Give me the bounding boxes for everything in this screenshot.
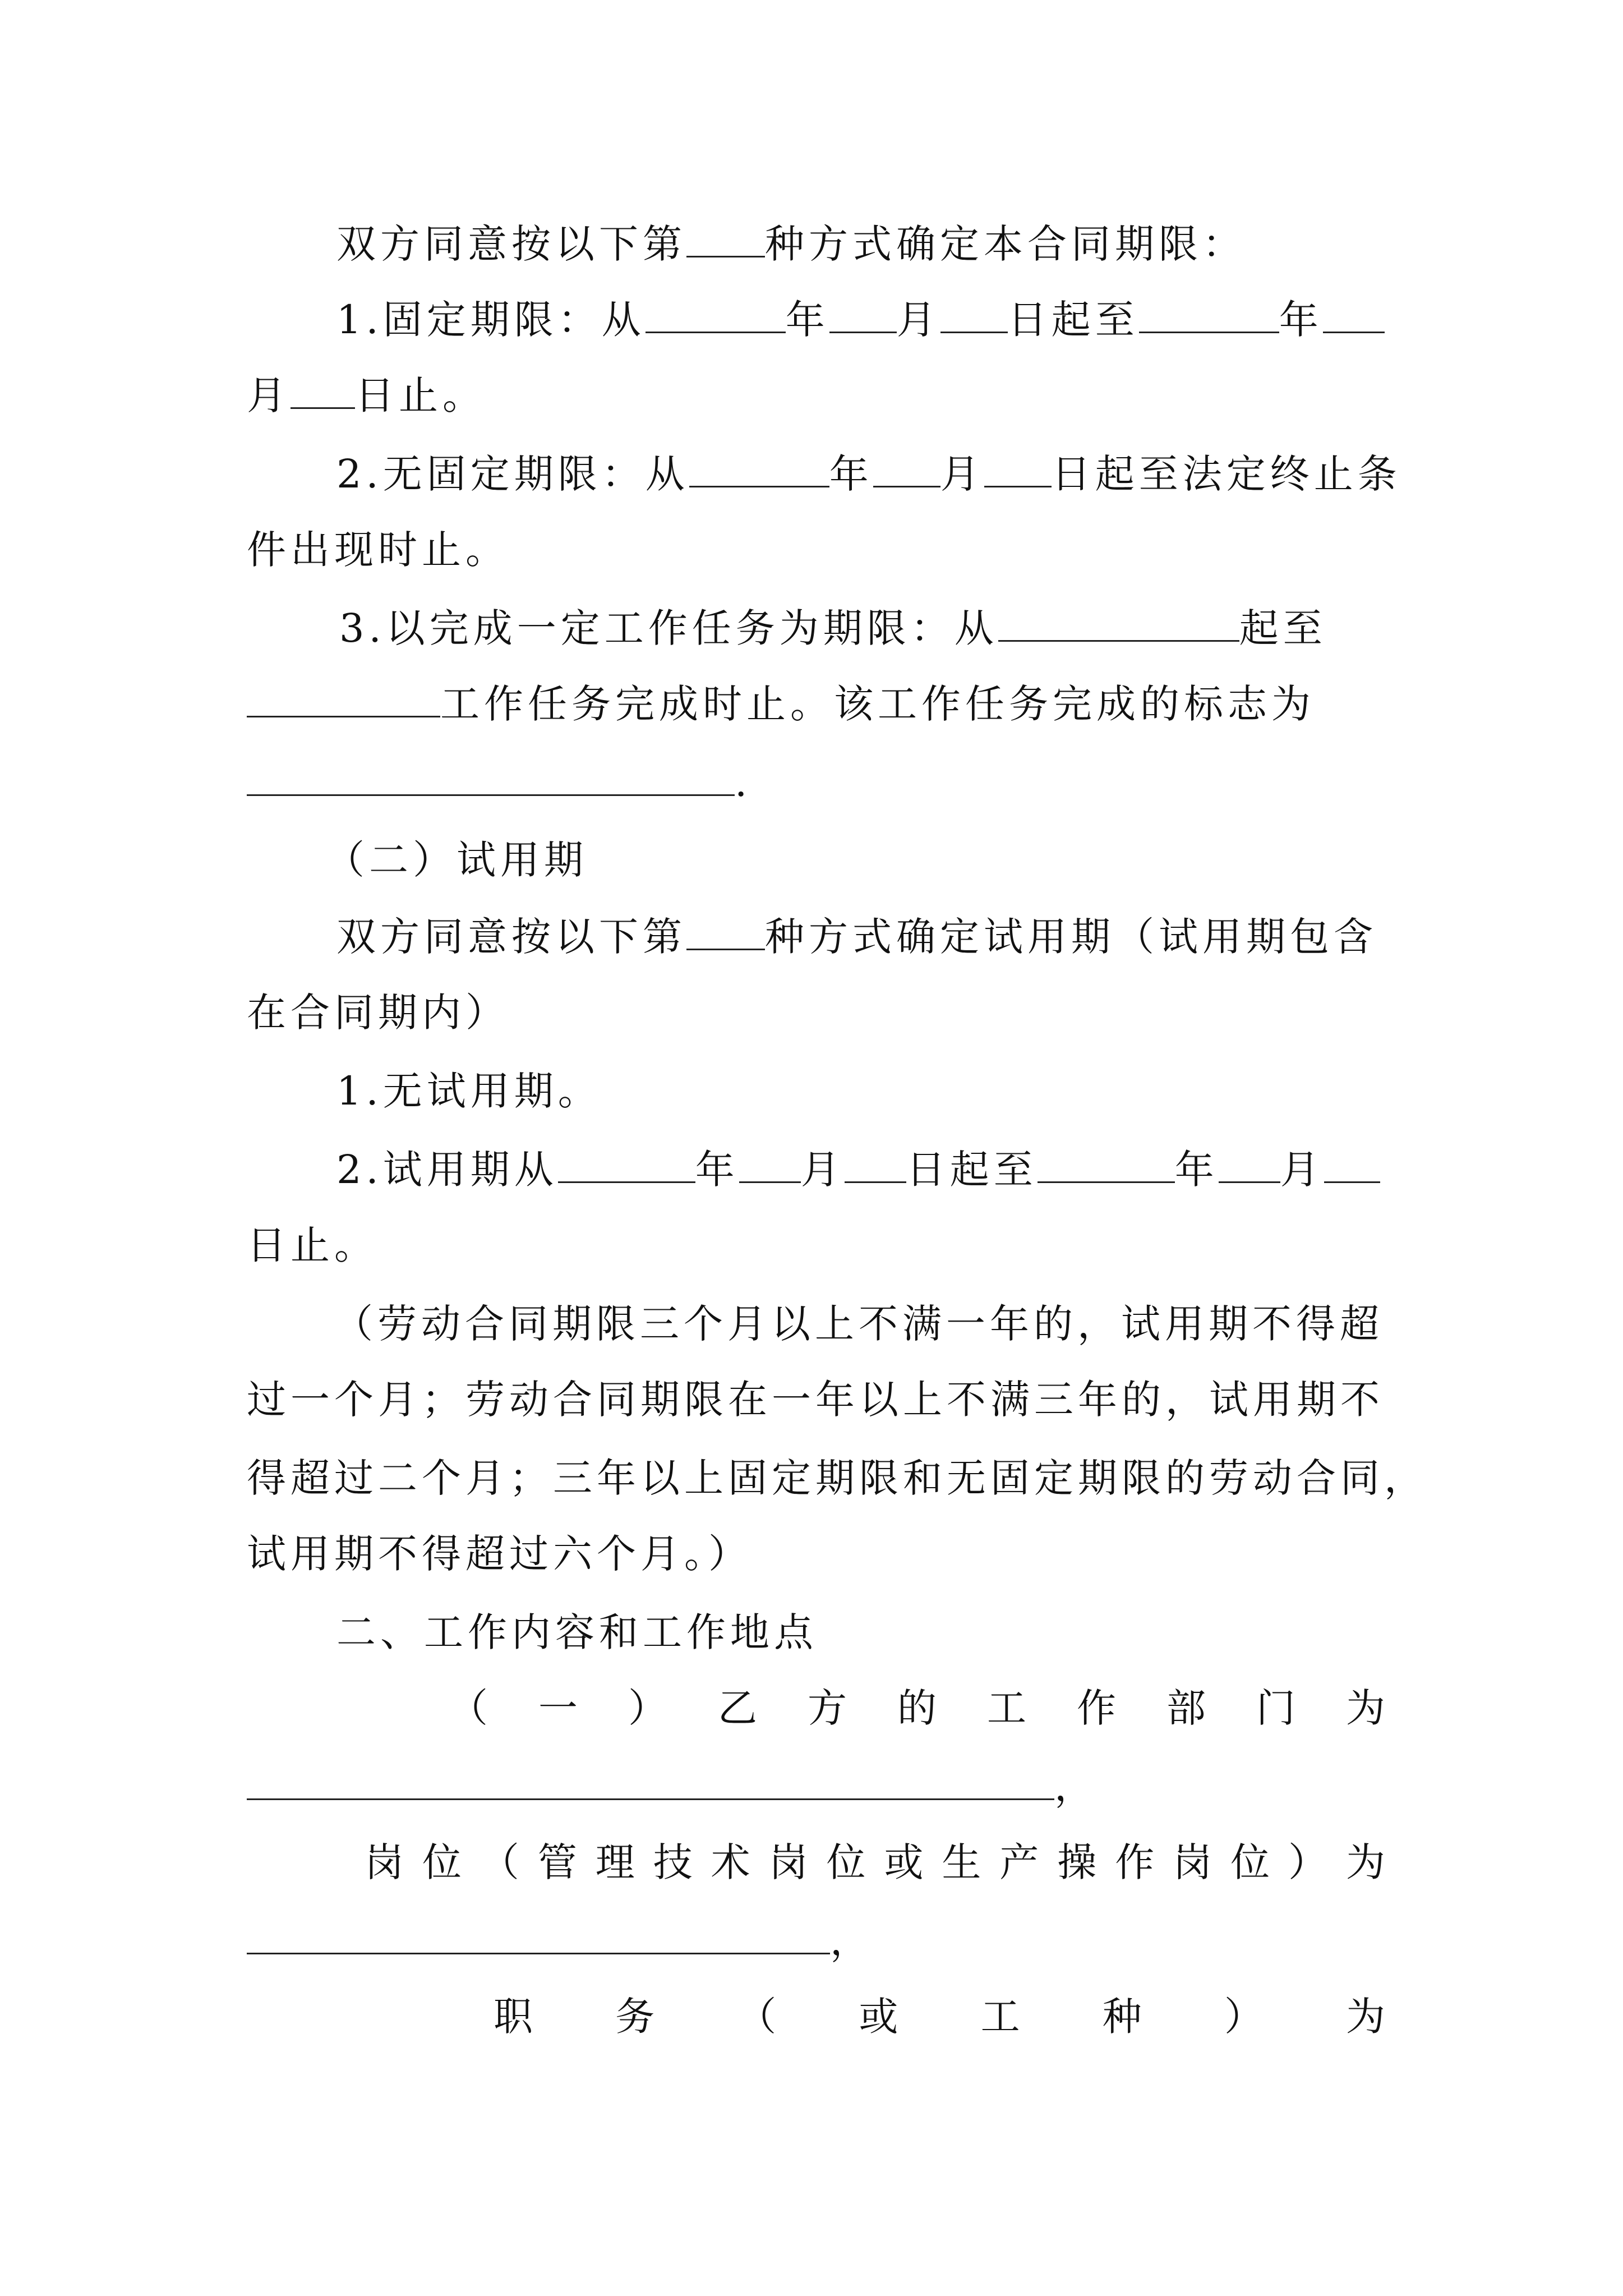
department-line	[449, 1680, 1385, 1736]
open-start-year-blank[interactable]	[689, 448, 829, 487]
duty-char: 为	[1345, 1994, 1385, 2040]
probation-note-text: （劳动合同期限三个月以上不满一年的，试用期不得超	[334, 1301, 1384, 1347]
day-from-label: 日起至	[1007, 297, 1139, 343]
probation-note-text: 得超过二个月；三年以上固定期限和无固定期限的劳动合同，	[247, 1455, 1428, 1501]
post-char: 技	[653, 1839, 693, 1885]
post-char: 作	[1115, 1839, 1155, 1885]
task-term-line-2	[247, 676, 1385, 732]
year-label: 年	[829, 451, 873, 497]
term-intro-text: 双方同意按以下第	[336, 221, 686, 267]
probation-note-line-4	[247, 1526, 1385, 1582]
fixed-start-month-blank[interactable]	[829, 293, 897, 333]
work-heading	[336, 1604, 1475, 1660]
fixed-end-year-blank[interactable]	[1139, 293, 1279, 333]
dept-char: ）	[628, 1685, 667, 1731]
fixed-start-year-blank[interactable]	[645, 293, 786, 333]
dept-char: （	[449, 1685, 488, 1731]
fixed-term-line-2	[247, 367, 1385, 424]
month-label: 月	[940, 451, 984, 497]
post-char: （	[479, 1839, 519, 1885]
fixed-start-day-blank[interactable]	[940, 293, 1008, 333]
post-blank-line	[247, 1913, 1385, 1969]
open-start-month-blank[interactable]	[873, 448, 940, 487]
department-blank-line	[247, 1759, 1385, 1815]
task-term-text: 工作任务完成时止。该工作任务完成的标志为	[440, 681, 1315, 727]
probation-start-month-blank[interactable]	[739, 1143, 801, 1183]
dept-char: 乙	[718, 1685, 757, 1731]
probation-intro-text-3: 在合同期内）	[247, 990, 509, 1036]
year-label: 年	[695, 1147, 739, 1193]
duty-char: 职	[494, 1994, 533, 2040]
probation-end-label: 日止。	[247, 1222, 378, 1268]
post-char: 岗	[1173, 1839, 1212, 1885]
fixed-term-label: 1.固定期限：从	[336, 297, 645, 343]
task-term-label: 3.以完成一定工作任务为期限：从	[339, 605, 998, 651]
post-char: 产	[999, 1839, 1039, 1885]
post-char: 岗	[365, 1839, 404, 1885]
dept-char: 方	[808, 1685, 847, 1731]
post-char: 位	[826, 1839, 866, 1885]
post-line	[365, 1834, 1385, 1890]
dept-char: 一	[538, 1685, 578, 1731]
post-blank[interactable]	[247, 1915, 830, 1954]
probation-option-2-line-2	[247, 1217, 1385, 1273]
dept-char: 门	[1256, 1685, 1295, 1731]
post-char: 位	[1230, 1839, 1270, 1885]
duty-char: （	[737, 1994, 777, 2040]
probation-note-line-1	[334, 1296, 1472, 1352]
term-intro-line	[336, 216, 1385, 272]
probation-intro-text-2: 种方式确定试用期（试用期包含	[765, 914, 1377, 960]
task-mid-label: 起至	[1239, 605, 1327, 651]
post-char: 岗	[768, 1839, 808, 1885]
task-completion-mark-blank[interactable]	[247, 756, 735, 796]
month-label: 月	[1280, 1147, 1324, 1193]
probation-end-month-blank[interactable]	[1219, 1143, 1280, 1183]
post-char: 为	[1345, 1839, 1385, 1885]
task-start-blank[interactable]	[998, 602, 1239, 642]
fixed-end-day-blank[interactable]	[291, 369, 355, 409]
duty-char: 或	[859, 1994, 898, 2040]
open-term-label: 2.无固定期限：从	[336, 451, 689, 497]
probation-intro-text: 双方同意按以下第	[336, 914, 686, 960]
post-char: 管	[537, 1839, 577, 1885]
dept-char: 的	[897, 1685, 937, 1731]
open-term-line	[336, 446, 1475, 502]
month-label: 月	[800, 1147, 845, 1193]
probation-intro-line	[336, 909, 1475, 965]
year-label: 年	[1174, 1147, 1219, 1193]
comma-mark: ，	[1054, 1764, 1098, 1810]
department-blank[interactable]	[247, 1760, 1054, 1800]
probation-note-text: 试用期不得超过六个月。）	[247, 1531, 752, 1577]
term-option-blank[interactable]	[686, 218, 765, 257]
year-label: 年	[785, 297, 829, 343]
probation-heading	[325, 832, 1464, 888]
fixed-term-line	[336, 292, 1475, 348]
probation-start-year-blank[interactable]	[558, 1143, 695, 1183]
open-start-day-blank[interactable]	[984, 448, 1052, 487]
end-label: 日止。	[355, 372, 486, 418]
probation-option-2	[336, 1142, 1475, 1198]
fixed-end-month-blank[interactable]	[1323, 293, 1385, 333]
dept-char: 为	[1346, 1685, 1385, 1731]
probation-note-text: 过一个月；劳动合同期限在一年以上不满三年的，试用期不	[247, 1377, 1384, 1423]
day-from-label: 日起至	[906, 1147, 1038, 1193]
year-label: 年	[1279, 297, 1323, 343]
probation-option-blank[interactable]	[686, 910, 765, 950]
post-char: 操	[1057, 1839, 1097, 1885]
task-term-line	[339, 600, 1478, 656]
post-char: 位	[422, 1839, 462, 1885]
probation-option-2-label: 2.试用期从	[336, 1147, 558, 1193]
term-intro-text-2: 种方式确定本合同期限：	[765, 221, 1246, 267]
probation-end-day-blank[interactable]	[1324, 1143, 1380, 1183]
probation-end-year-blank[interactable]	[1038, 1143, 1175, 1183]
probation-option-1	[336, 1063, 1475, 1119]
duty-char: 工	[980, 1994, 1020, 2040]
task-end-blank[interactable]	[247, 678, 440, 717]
comma-mark: ，	[830, 1918, 874, 1964]
post-char: 生	[942, 1839, 981, 1885]
post-char: 或	[884, 1839, 924, 1885]
dept-char: 工	[987, 1685, 1026, 1731]
probation-note-line-2	[247, 1372, 1385, 1428]
probation-start-day-blank[interactable]	[845, 1143, 906, 1183]
probation-heading-text: （二）试用期	[325, 837, 588, 883]
probation-note-line-3	[247, 1450, 1428, 1506]
duty-char: 种	[1102, 1994, 1142, 2040]
month-label: 月	[247, 372, 291, 418]
open-term-line-2	[247, 522, 1385, 578]
probation-intro-line-2	[247, 984, 1385, 1041]
post-char: 理	[595, 1839, 635, 1885]
dept-char: 作	[1077, 1685, 1116, 1731]
dept-char: 部	[1166, 1685, 1206, 1731]
duty-char: ）	[1224, 1994, 1264, 2040]
open-term-tail-2: 件出现时止。	[247, 527, 509, 573]
post-char: ）	[1288, 1839, 1327, 1885]
probation-option-1-text: 1.无试用期。	[336, 1068, 602, 1114]
task-term-line-3	[247, 754, 1385, 811]
post-char: 术	[711, 1839, 750, 1885]
period-mark: .	[735, 760, 752, 806]
duty-line	[494, 1989, 1385, 2045]
month-label: 月	[896, 297, 940, 343]
duty-char: 务	[615, 1994, 655, 2040]
open-term-tail: 日起至法定终止条	[1051, 451, 1401, 497]
work-heading-text: 二、工作内容和工作地点	[336, 1609, 818, 1655]
